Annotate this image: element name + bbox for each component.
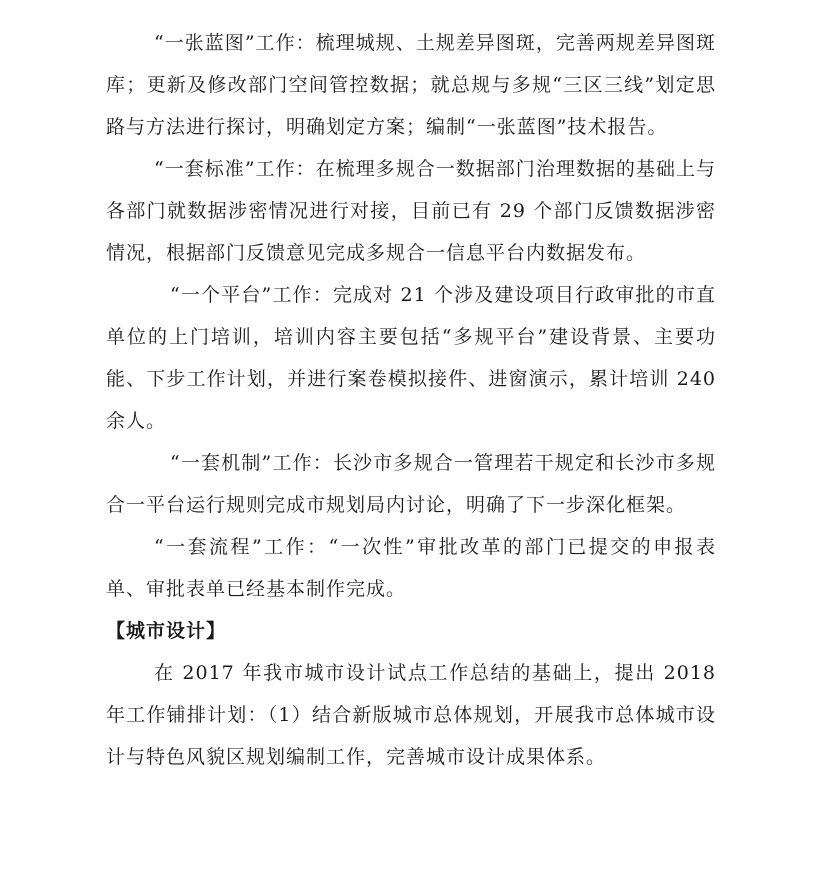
paragraph-urban-design: 在 2017 年我市城市设计试点工作总结的基础上，提出 2018 年工作铺排计划：（1）结合新版城市总体规划，开展我市总体城市设计与特色风貌区规划编制工作，完善城市设计成果体系。 (106, 662, 716, 768)
paragraph-blueprint: “一张蓝图”工作：梳理城规、土规差异图斑，完善两规差异图斑库；更新及修改部门空间管控数据；就总规与多规“三区三线”划定思路与方法进行探讨，明确划定方案；编制“一张蓝图”技术报告。 (106, 32, 716, 138)
document-page (106, 22, 716, 778)
section-title: 【城市设计】 (106, 620, 227, 642)
paragraph-process: “一套流程”工作：“一次性”审批改革的部门已提交的申报表单、审批表单已经基本制作完成。 (106, 536, 716, 600)
paragraph-standard: “一套标准”工作：在梳理多规合一数据部门治理数据的基础上与各部门就数据涉密情况进行对接，目前已有 29 个部门反馈数据涉密情况，根据部门反馈意见完成多规合一信息平台内数据发布。 (106, 158, 716, 264)
paragraph-platform: “一个平台”工作：完成对 21 个涉及建设项目行政审批的市直单位的上门培训，培训内容主要包括“多规平台”建设背景、主要功能、下步工作计划，并进行案卷模拟接件、进窗演示，累计培训 240 余人。 (106, 284, 716, 432)
paragraph-mechanism: “一套机制”工作：长沙市多规合一管理若干规定和长沙市多规合一平台运行规则完成市规划局内讨论，明确了下一步深化框架。 (106, 452, 716, 516)
